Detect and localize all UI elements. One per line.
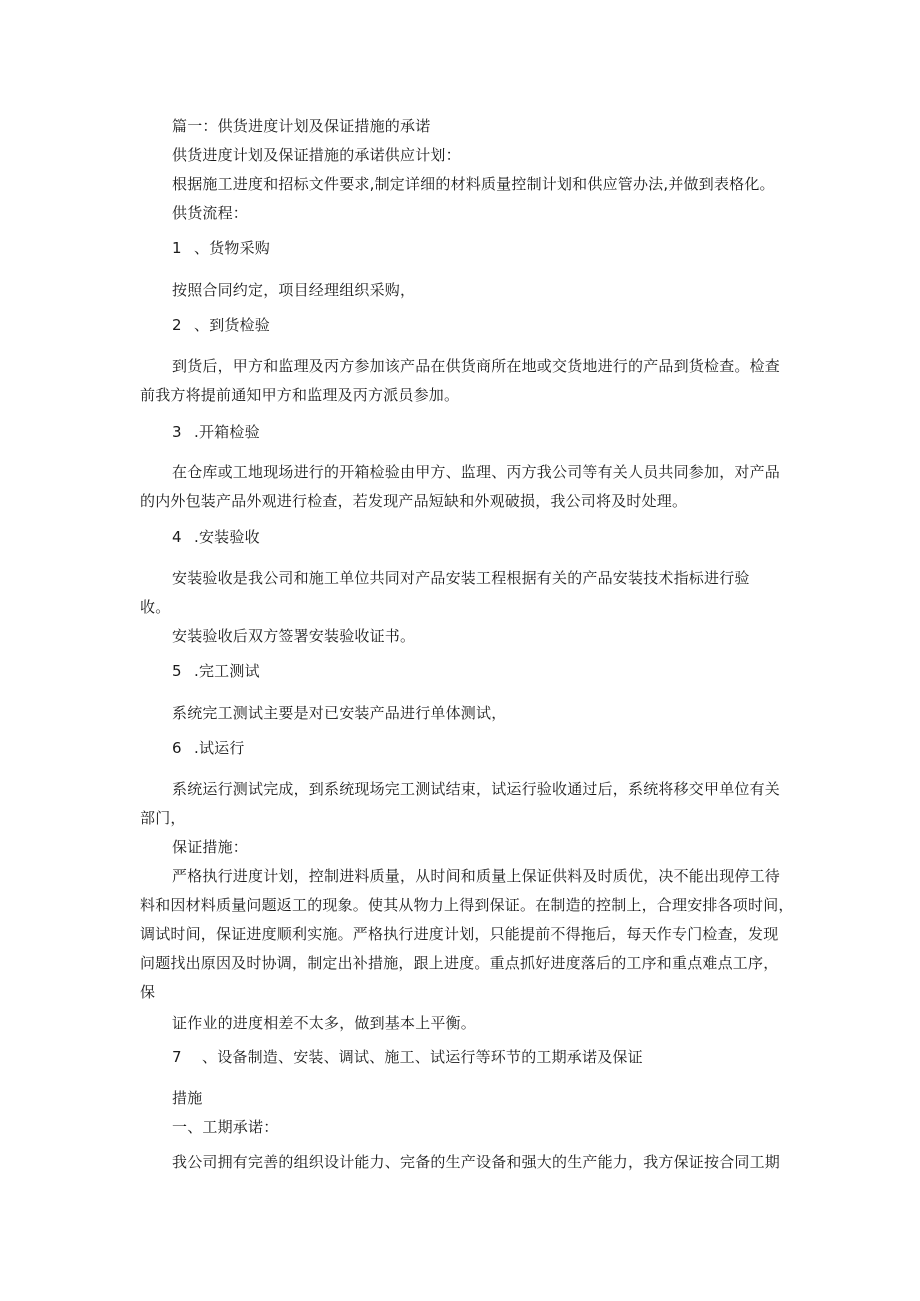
flow-heading: 供货流程： [172, 204, 249, 222]
section-7-continuation: 措施 [172, 1089, 203, 1107]
section-title: .完工测试 [194, 662, 260, 680]
section-5-paragraph: 系统完工测试主要是对已安装产品进行单体测试， [172, 704, 507, 722]
section-number: 3 [172, 423, 182, 441]
section-2-heading [172, 315, 270, 335]
section-1-heading [172, 238, 270, 258]
section-number: 6 [172, 739, 182, 757]
section-4-paragraph-line: 收。 [140, 598, 171, 616]
section-3-heading [172, 422, 260, 442]
intro-paragraph: 根据施工进度和招标文件要求,制定详细的材料质量控制计划和供应管办法,并做到表格化。 [172, 175, 775, 193]
section-title: 、货物采购 [194, 239, 271, 257]
section-6-paragraph-line: 系统运行测试完成，到系统现场完工测试结束，试运行验收通过后，系统将移交甲单位有关 [172, 780, 781, 798]
section-number: 7 [172, 1048, 182, 1066]
section-4-heading [172, 527, 260, 547]
section-2-paragraph-line: 前我方将提前通知甲方和监理及丙方派员参加。 [140, 386, 460, 404]
section-number: 4 [172, 528, 182, 546]
commitment-heading: 一、工期承诺： [172, 1118, 279, 1136]
section-3-paragraph-line: 在仓库或工地现场进行的开箱检验由甲方、监理、丙方我公司等有关人员共同参加，对产品 [172, 463, 781, 481]
guarantee-line: 料和因材料质量问题返工的现象。使其从物力上得到保证。在制造的控制上，合理安排各项时间， [140, 896, 794, 914]
document-subtitle: 供货进度计划及保证措施的承诺供应计划： [172, 146, 461, 164]
section-title: .试运行 [194, 739, 245, 757]
section-number: 1 [172, 239, 182, 257]
section-4-paragraph-line: 安装验收后双方签署安装验收证书。 [172, 627, 416, 645]
section-6-paragraph-line: 部门， [140, 809, 186, 827]
section-title: .开箱检验 [194, 423, 260, 441]
section-number: 5 [172, 662, 182, 680]
section-title: .安装验收 [194, 528, 260, 546]
section-title: 、设备制造、安装、调试、施工、试运行等环节的工期承诺及保证 [202, 1048, 643, 1066]
guarantee-line: 调试时间，保证进度顺利实施。严格执行进度计划，只能提前不得拖后，每天作专门检查，发现 [140, 925, 779, 943]
guarantee-heading: 保证措施： [172, 838, 249, 856]
section-4-paragraph-line: 安装验收是我公司和施工单位共同对产品安装工程根据有关的产品安装技术指标进行验 [172, 569, 750, 587]
section-5-heading [172, 661, 260, 681]
guarantee-line: 保 [140, 983, 156, 1001]
section-number: 2 [172, 316, 182, 334]
document-title: 篇一：供货进度计划及保证措施的承诺 [172, 117, 431, 135]
guarantee-line: 证作业的进度相差不太多，做到基本上平衡。 [172, 1014, 477, 1032]
section-6-heading [172, 738, 245, 758]
guarantee-line: 问题找出原因及时协调，制定出补措施，跟上进度。重点抓好进度落后的工序和重点难点工序， [140, 954, 779, 972]
section-7-heading [172, 1047, 643, 1067]
section-1-paragraph: 按照合同约定，项目经理组织采购， [172, 281, 416, 299]
section-title: 、到货检验 [194, 316, 271, 334]
section-3-paragraph-line: 的内外包装产品外观进行检查，若发现产品短缺和外观破损，我公司将及时处理。 [140, 492, 688, 510]
commitment-line: 我公司拥有完善的组织设计能力、完备的生产设备和强大的生产能力，我方保证按合同工期 [172, 1153, 781, 1171]
guarantee-line: 严格执行进度计划，控制进料质量，从时间和质量上保证供料及时质优，决不能出现停工待 [172, 867, 781, 885]
section-2-paragraph-line: 到货后，甲方和监理及丙方参加该产品在供货商所在地或交货地进行的产品到货检查。检查 [172, 357, 781, 375]
